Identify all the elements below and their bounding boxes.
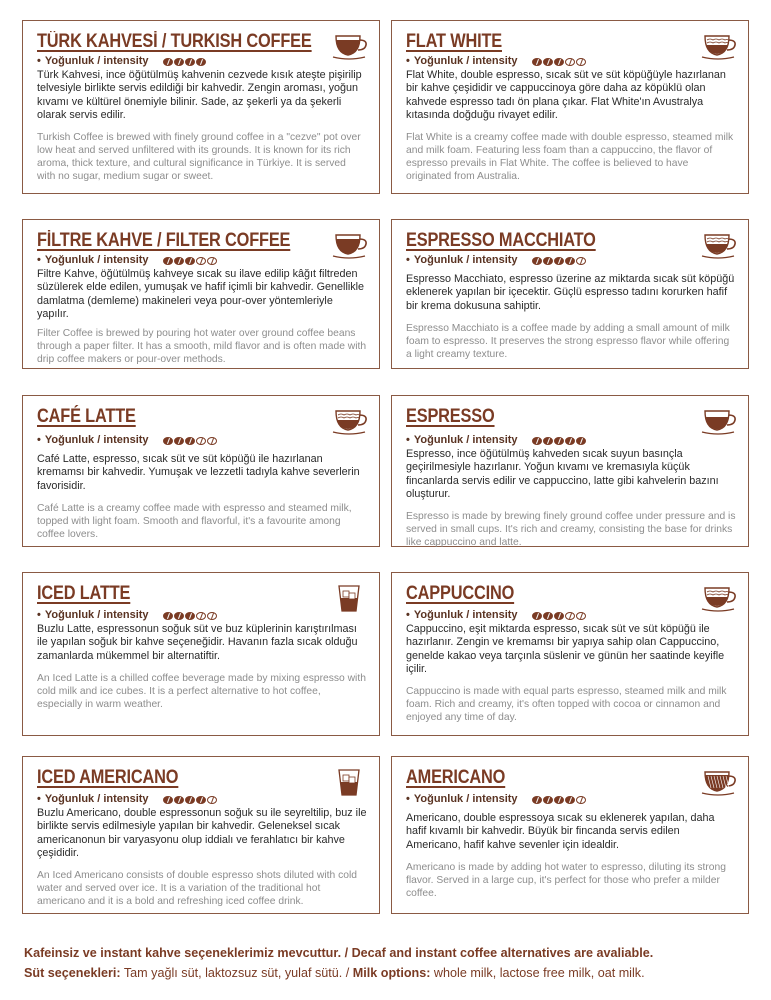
menu-card-espresso	[391, 395, 749, 547]
description-tr: Filtre Kahve, öğütülmüş kahveye sıcak su ilave edilip kâğıt filtreden süzülerek elde edilen, yumuşak ve hafif içimli bir kahvedir. Genellikle damlatma (demleme) makineleri veya pour-over yöntemleriyle yapılır.	[37, 268, 365, 320]
description-en: Filter Coffee is brewed by pouring hot water over ground coffee beans through a paper filter. It has a smooth, mild flavor and is often made with drip coffee makers or pour-over methods.	[37, 328, 367, 366]
intensity-label: Yoğunluk / intensity	[413, 55, 518, 67]
bean-filled-icon	[163, 257, 173, 265]
intensity-label: Yoğunluk / intensity	[413, 609, 518, 621]
bean-filled-icon	[174, 437, 184, 445]
intensity-beans	[532, 58, 586, 66]
bean-empty-icon	[207, 437, 217, 445]
bean-filled-icon	[543, 437, 553, 445]
intensity-row: • Yoğunluk / intensity	[406, 609, 736, 622]
bean-filled-icon	[543, 796, 553, 804]
bean-empty-icon	[565, 58, 575, 66]
bean-empty-icon	[207, 796, 217, 804]
bean-filled-icon	[532, 612, 542, 620]
intensity-row: • Yoğunluk / intensity	[37, 254, 367, 267]
footer-decaf-note: Kafeinsiz ve instant kahve seçeneklerimiz mevcuttur. / Decaf and instant coffee alternatives are avaliable.	[24, 946, 654, 960]
bean-filled-icon	[576, 437, 586, 445]
description-en: An Iced Americano consists of double espresso shots diluted with cold water and served over ice. It is a variation of the traditional hot americano and it is a bold and refreshing iced coffee drink.	[37, 870, 357, 908]
cappuccino-cup-icon	[698, 583, 738, 613]
intensity-row: • Yoğunluk / intensity	[37, 609, 367, 622]
menu-card-flat-white	[391, 20, 749, 194]
bean-filled-icon	[196, 796, 206, 804]
intensity-label: Yoğunluk / intensity	[44, 434, 149, 446]
intensity-label: Yoğunluk / intensity	[413, 254, 518, 266]
bean-empty-icon	[207, 257, 217, 265]
bean-empty-icon	[576, 612, 586, 620]
description-en: Flat White is a creamy coffee made with double espresso, steamed milk and milk foam. Featuring less foam than a cappuccino, the flavor of espresso prevails in Flat White. The coffee is believed to have originated from Australia.	[406, 132, 734, 183]
description-tr: Buzlu Latte, espressonun soğuk süt ve buz küplerinin karıştırılması ile yapılan soğuk bir kahve seçeneğidir. Havanın fazla sıcak olduğu zamanlarda mükemmel bir alternatiftir.	[37, 623, 358, 662]
milk-values-tr: Tam yağlı süt, laktozsuz süt, yulaf sütü. /	[120, 966, 353, 980]
intensity-row: • Yoğunluk / intensity	[406, 55, 736, 68]
bean-filled-icon	[554, 257, 564, 265]
intensity-row: • Yoğunluk / intensity	[37, 793, 367, 806]
menu-card-iced-americano	[22, 756, 380, 914]
bean-filled-icon	[554, 796, 564, 804]
card-title: CAPPUCCINO	[406, 583, 515, 604]
bean-filled-icon	[543, 612, 553, 620]
bean-filled-icon	[543, 257, 553, 265]
bean-empty-icon	[196, 437, 206, 445]
menu-card-espresso-macchiato	[391, 219, 749, 369]
card-title: FLAT WHITE	[406, 31, 502, 52]
bean-filled-icon	[163, 612, 173, 620]
intensity-label: Yoğunluk / intensity	[413, 793, 518, 805]
bean-filled-icon	[185, 58, 195, 66]
intensity-row: • Yoğunluk / intensity	[37, 434, 367, 447]
intensity-label: Yoğunluk / intensity	[44, 55, 149, 67]
iced-latte-glass-icon	[329, 583, 369, 613]
bean-filled-icon	[554, 612, 564, 620]
description-en: Cappuccino is made with equal parts espresso, steamed milk and milk foam. Rich and creamy, it's often topped with cocoa or cinnamon and enjoyed any time of day.	[406, 686, 727, 724]
espresso-cup-icon	[698, 406, 738, 436]
bean-filled-icon	[196, 58, 206, 66]
description-tr: Flat White, double espresso, sıcak süt ve süt köpüğüyle hazırlanan bir kahve çeşididir ve cappuccinoya göre daha az köpüklü olan kahvede espresso tadı ön plana çıkar. Flat White'ın Avustralya kıtasında doğduğu rivayet edilir.	[406, 69, 726, 121]
description-tr: Café Latte, espresso, sıcak süt ve süt köpüğü ile hazırlanan kremamsı bir kahvedir. Yumuşak ve lezzetli tadıyla kahve severlerin favorisidir.	[37, 453, 360, 492]
americano-cup-icon	[698, 767, 738, 797]
bean-empty-icon	[576, 796, 586, 804]
description-tr: Türk Kahvesi, ince öğütülmüş kahvenin cezvede kısık ateşte pişirilip telvesiyle birlikte servis edildiği bir kahvedir. Zengin aroması, yoğun kıvamı ve kültürel önemiyle bilinir. Sade, az şekerli ya da şekerli olarak servis edilir.	[37, 69, 362, 121]
intensity-label: Yoğunluk / intensity	[44, 254, 149, 266]
bean-empty-icon	[576, 58, 586, 66]
card-title: ICED AMERICANO	[37, 767, 179, 788]
flat-white-cup-icon	[698, 31, 738, 61]
intensity-beans	[163, 437, 217, 445]
bean-filled-icon	[185, 257, 195, 265]
intensity-row: • Yoğunluk / intensity	[406, 254, 736, 267]
card-title: CAFÉ LATTE	[37, 406, 136, 427]
bean-empty-icon	[196, 257, 206, 265]
intensity-row: • Yoğunluk / intensity	[406, 793, 736, 806]
intensity-beans	[163, 257, 217, 265]
bean-filled-icon	[565, 257, 575, 265]
intensity-label: Yoğunluk / intensity	[44, 793, 149, 805]
bean-filled-icon	[163, 437, 173, 445]
bean-filled-icon	[532, 58, 542, 66]
bean-empty-icon	[196, 612, 206, 620]
bean-filled-icon	[185, 437, 195, 445]
card-title: AMERICANO	[406, 767, 506, 788]
bean-filled-icon	[174, 612, 184, 620]
description-en: Espresso Macchiato is a coffee made by adding a small amount of milk foam to espresso. It preserves the strong espresso flavor while offering a light creamy texture.	[406, 322, 730, 360]
intensity-beans	[532, 257, 586, 265]
menu-card-americano	[391, 756, 749, 914]
footer-milk-options	[24, 966, 645, 980]
bean-empty-icon	[207, 612, 217, 620]
menu-card-filter-coffee	[22, 219, 380, 369]
milk-label-en: Milk options:	[352, 966, 431, 980]
bean-empty-icon	[565, 612, 575, 620]
intensity-label: Yoğunluk / intensity	[413, 434, 518, 446]
bean-filled-icon	[554, 437, 564, 445]
bean-filled-icon	[174, 257, 184, 265]
description-en: An Iced Latte is a chilled coffee beverage made by mixing espresso with cold milk and ice cubes. It is a perfect alternative to hot coffee, especially in warm weather.	[37, 672, 366, 710]
card-title: ICED LATTE	[37, 583, 131, 604]
bean-filled-icon	[543, 58, 553, 66]
bean-filled-icon	[565, 796, 575, 804]
bean-empty-icon	[576, 257, 586, 265]
description-en: Café Latte is a creamy coffee made with espresso and steamed milk, topped with light foam. Smooth and flavorful, it's a favourite among coffee lovers.	[37, 502, 352, 540]
card-title: ESPRESSO MACCHIATO	[406, 230, 596, 251]
intensity-beans	[163, 58, 206, 66]
bean-filled-icon	[185, 796, 195, 804]
milk-label-tr: Süt seçenekleri:	[24, 966, 121, 980]
menu-card-turkish-coffee	[22, 20, 380, 194]
description-tr: Espresso, ince öğütülmüş kahveden sıcak suyun basınçla geçirilmesiyle hazırlanır. Yoğun kıvamı ve kremasıyla küçük fincanlarda servis edilir ve cappuccino, latte gibi kahvelerin bazını oluşturur.	[406, 448, 719, 500]
bean-filled-icon	[554, 58, 564, 66]
iced-americano-glass-icon	[329, 767, 369, 797]
intensity-beans	[532, 612, 586, 620]
card-title: TÜRK KAHVESİ / TURKISH COFFEE	[37, 31, 312, 52]
description-tr: Buzlu Americano, double espressonun soğuk su ile seyreltilip, buz ile birlikte servis edilmesiyle yapılan bir kahvedir. Geleneksel sıcak americanonun bir varyasyonu olup iddialı ve ferahlatıcı bir kahve çeşididir.	[37, 807, 367, 859]
card-title: FİLTRE KAHVE / FILTER COFFEE	[37, 230, 291, 251]
menu-card-cafe-latte	[22, 395, 380, 547]
intensity-beans	[163, 796, 217, 804]
intensity-row: • Yoğunluk / intensity	[406, 434, 736, 447]
bean-filled-icon	[532, 796, 542, 804]
milk-values-en: whole milk, lactose free milk, oat milk.	[430, 966, 645, 980]
description-tr: Americano, double espressoya sıcak su eklenerek yapılan, daha hafif kıvamlı bir kahvedir. Büyük bir fincanda servis edilen Americano, hafif kahve sevenler için idealdir.	[406, 812, 715, 851]
intensity-beans	[163, 612, 217, 620]
bean-filled-icon	[163, 796, 173, 804]
description-en: Americano is made by adding hot water to espresso, diluting its strong flavor. Served in a large cup, it's perfect for those who prefer a milder coffee.	[406, 861, 726, 899]
card-title: ESPRESSO	[406, 406, 495, 427]
description-tr: Espresso Macchiato, espresso üzerine az miktarda sıcak süt köpüğü eklenerek yapılan bir içecektir. Güçlü espresso tadını korurken hafif bir krema dokusuna sahiptir.	[406, 273, 735, 312]
intensity-beans	[532, 796, 586, 804]
bean-filled-icon	[174, 796, 184, 804]
intensity-beans	[532, 437, 586, 445]
bean-filled-icon	[163, 58, 173, 66]
filter-coffee-cup-icon	[329, 230, 369, 260]
menu-card-iced-latte	[22, 572, 380, 736]
description-en: Espresso is made by brewing finely ground coffee under pressure and is served in small cups. It's rich and creamy, consisting the base for drinks like cappuccino and latte.	[406, 511, 736, 549]
bean-filled-icon	[174, 58, 184, 66]
description-en: Turkish Coffee is brewed with finely ground coffee in a "cezve" pot over low heat and served unfiltered with its grounds. It is known for its rich aroma, thick texture, and cultural significance in Türkiye. It is served with no sugar, medium sugar or sweet.	[37, 132, 361, 183]
description-tr: Cappuccino, eşit miktarda espresso, sıcak süt ve süt köpüğü ile hazırlanır. Zengin ve kremamsı bir yapıya sahip olan Cappuccino, genelde kakao veya tarçınla süslenir ve günün her saatinde keyifle içilir.	[406, 623, 725, 675]
turkish-coffee-cup-icon	[329, 31, 369, 61]
bean-filled-icon	[532, 257, 542, 265]
latte-cup-icon	[329, 406, 369, 436]
bean-filled-icon	[565, 437, 575, 445]
bean-filled-icon	[532, 437, 542, 445]
macchiato-cup-icon	[698, 230, 738, 260]
intensity-label: Yoğunluk / intensity	[44, 609, 149, 621]
bean-filled-icon	[185, 612, 195, 620]
menu-card-cappuccino	[391, 572, 749, 736]
intensity-row: • Yoğunluk / intensity	[37, 55, 367, 68]
